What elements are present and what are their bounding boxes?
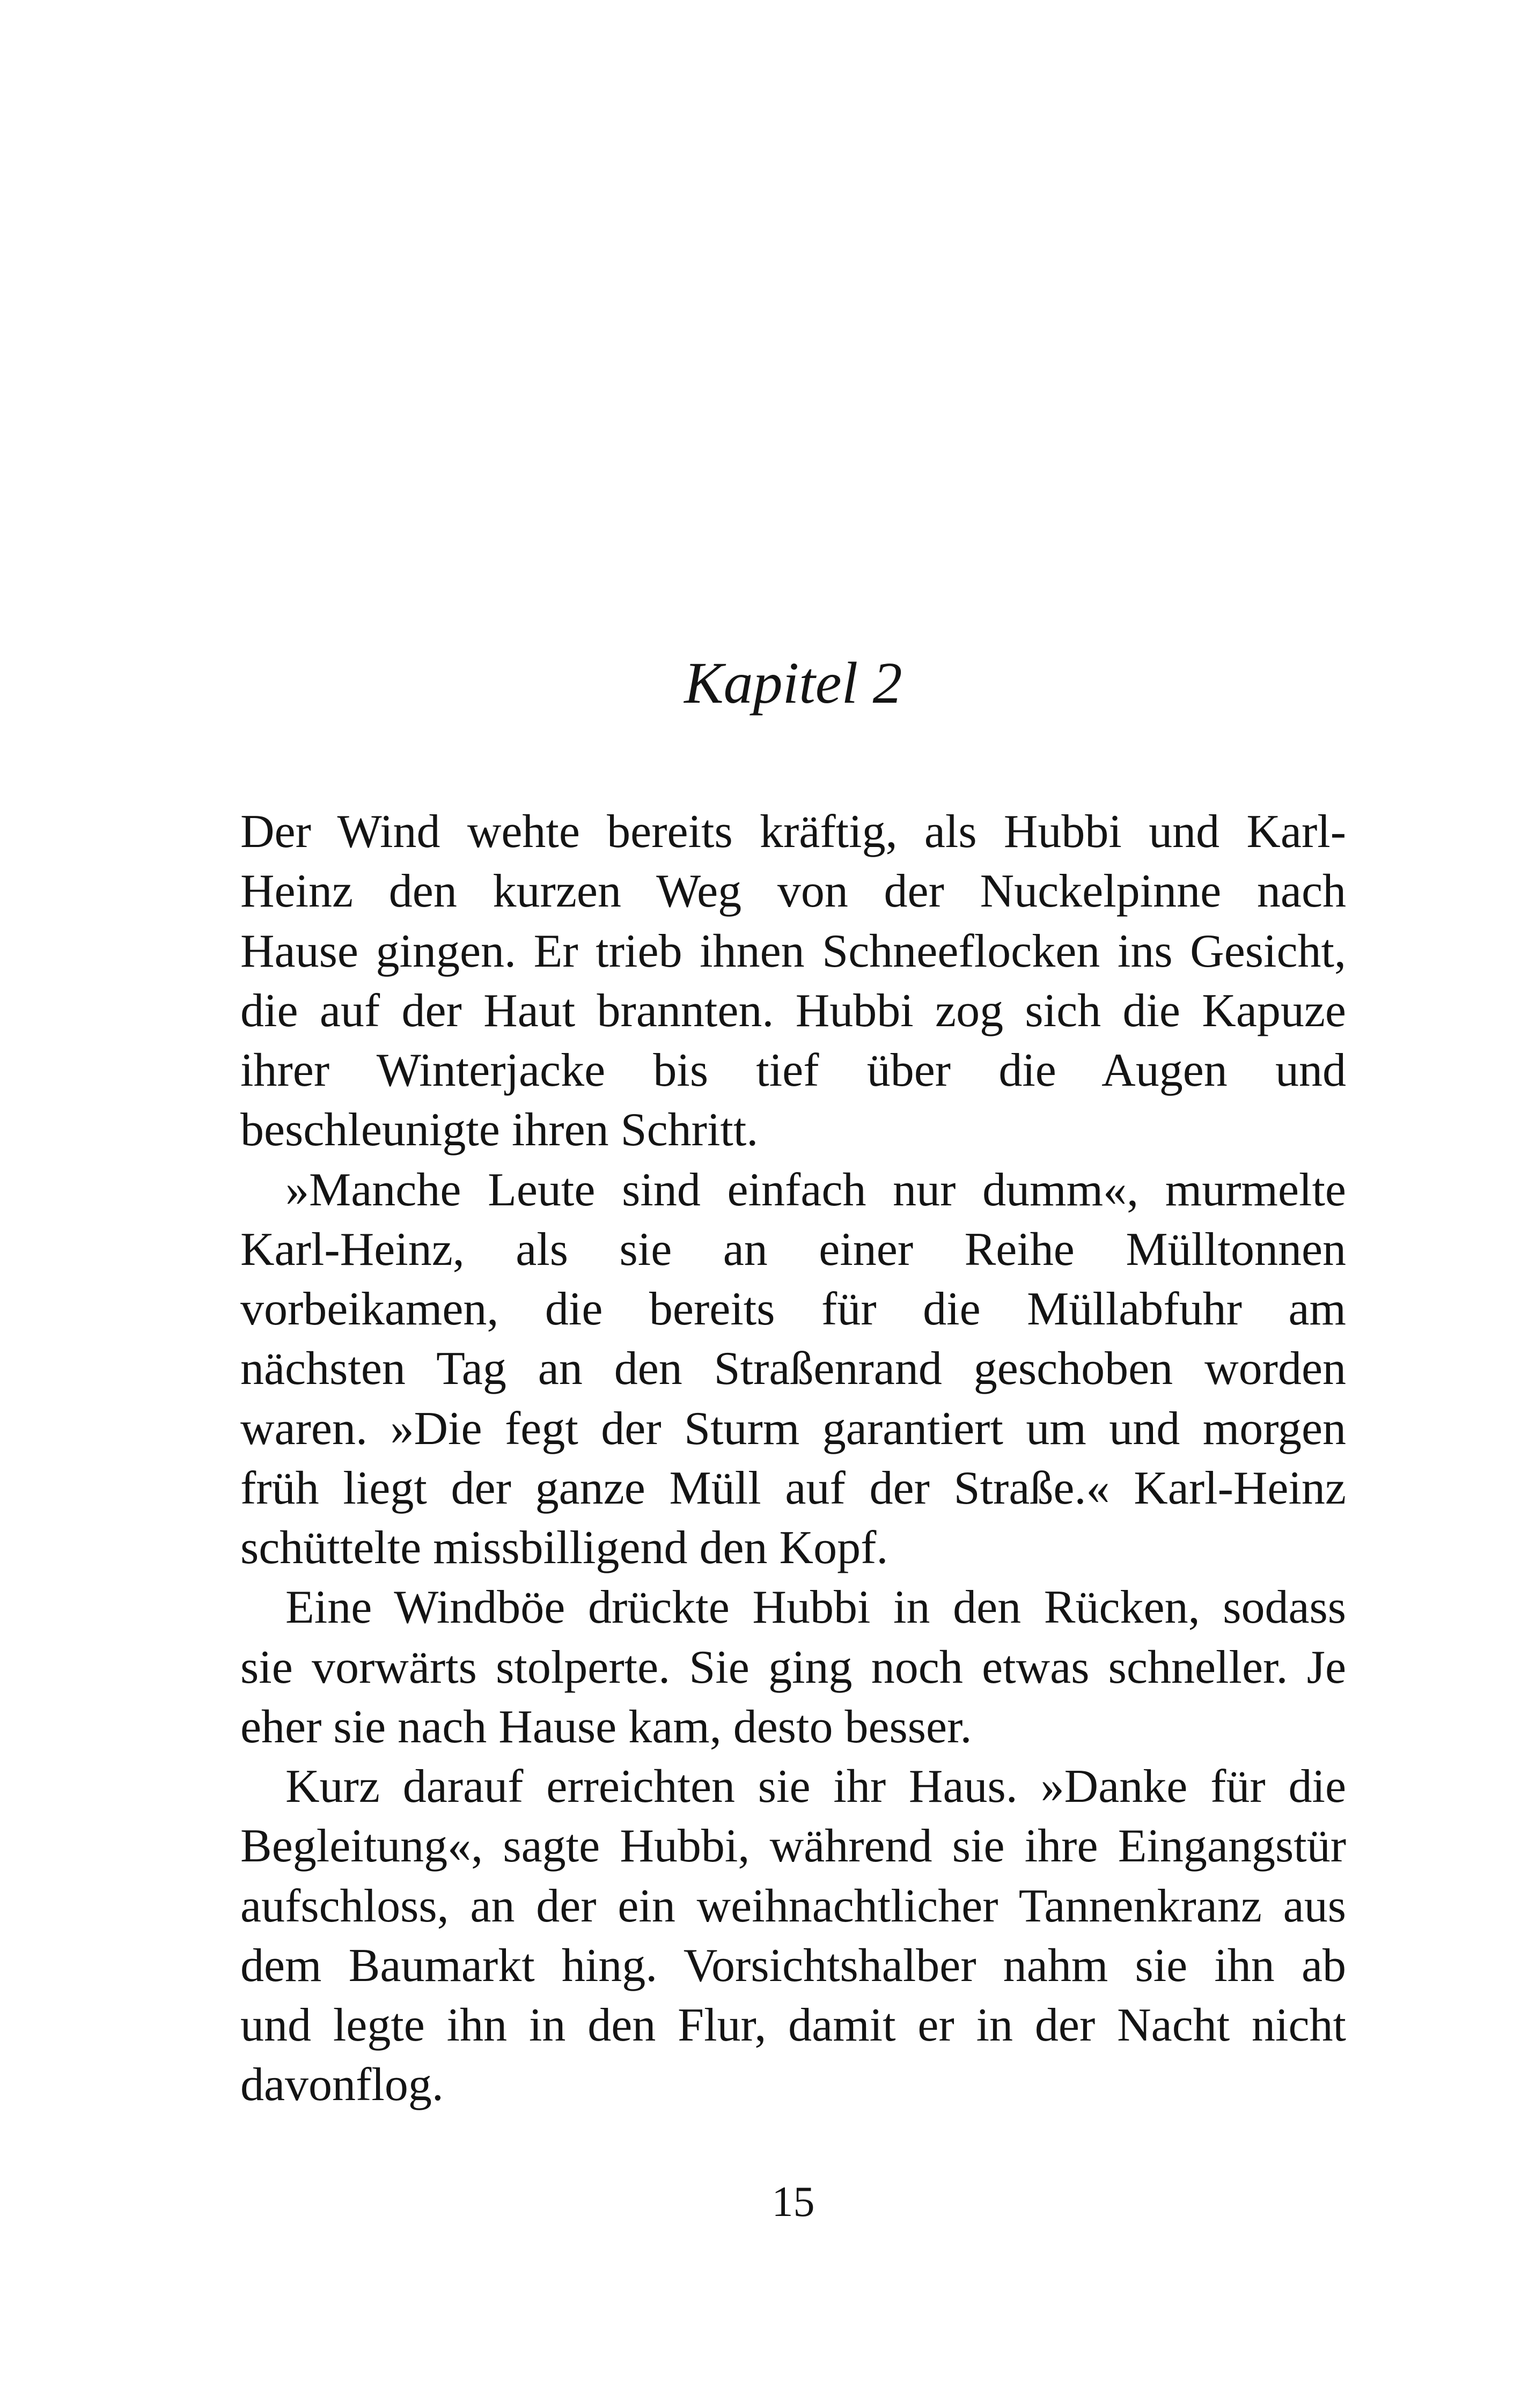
paragraph	[240, 802, 1346, 1160]
text-line: Eine Windböe drückte Hubbi in den Rücken, sodass	[285, 1581, 1346, 1634]
text-line: schüttelte missbilligend den Kopf.	[240, 1522, 888, 1574]
text-line: »Manche Leute sind einfach nur dumm«, murmelte	[285, 1164, 1346, 1216]
text-line: Begleitung«, sagte Hubbi, während sie ihre Eingangstür	[240, 1820, 1346, 1873]
text-line: waren. »Die fegt der Sturm garantiert um und morgen	[240, 1402, 1346, 1455]
text-line: und legte ihn in den Flur, damit er in der Nacht nicht	[240, 1999, 1346, 2051]
text-line: Der Wind wehte bereits kräftig, als Hubbi und Karl-	[240, 806, 1346, 858]
text-line: vorbeikamen, die bereits für die Müllabfuhr am	[240, 1283, 1346, 1335]
paragraph	[240, 1578, 1346, 1757]
text-line: früh liegt der ganze Müll auf der Straße.« Karl-Heinz	[240, 1462, 1346, 1514]
text-line: dem Baumarkt hing. Vorsichtshalber nahm sie ihn ab	[240, 1939, 1346, 1992]
text-line: die auf der Haut brannten. Hubbi zog sich die Kapuze	[240, 984, 1346, 1037]
text-line: Heinz den kurzen Weg von der Nuckelpinne nach	[240, 865, 1346, 918]
text-line: aufschloss, an der ein weihnachtlicher Tannenkranz aus	[240, 1880, 1346, 1932]
chapter-body	[240, 802, 1346, 2115]
paragraph	[240, 1160, 1346, 1578]
text-line: sie vorwärts stolperte. Sie ging noch etwas schneller. Je	[240, 1641, 1346, 1693]
text-line: eher sie nach Hause kam, desto besser.	[240, 1700, 972, 1753]
text-line: beschleunigte ihren Schritt.	[240, 1104, 759, 1157]
paragraph	[240, 1757, 1346, 2115]
text-line: nächsten Tag an den Straßenrand geschoben worden	[240, 1343, 1346, 1395]
text-line: Hause gingen. Er trieb ihnen Schneeflocken ins Gesicht,	[240, 925, 1346, 977]
page-number: 15	[771, 2178, 815, 2226]
text-line: Kurz darauf erreichten sie ihr Haus. »Danke für die	[285, 1761, 1346, 1813]
text-line: Karl-Heinz, als sie an einer Reihe Mülltonnen	[240, 1223, 1346, 1276]
chapter-title: Kapitel 2	[684, 650, 902, 716]
text-line: davonflog.	[240, 2059, 444, 2111]
text-line: ihrer Winterjacke bis tief über die Augen und	[240, 1044, 1346, 1096]
